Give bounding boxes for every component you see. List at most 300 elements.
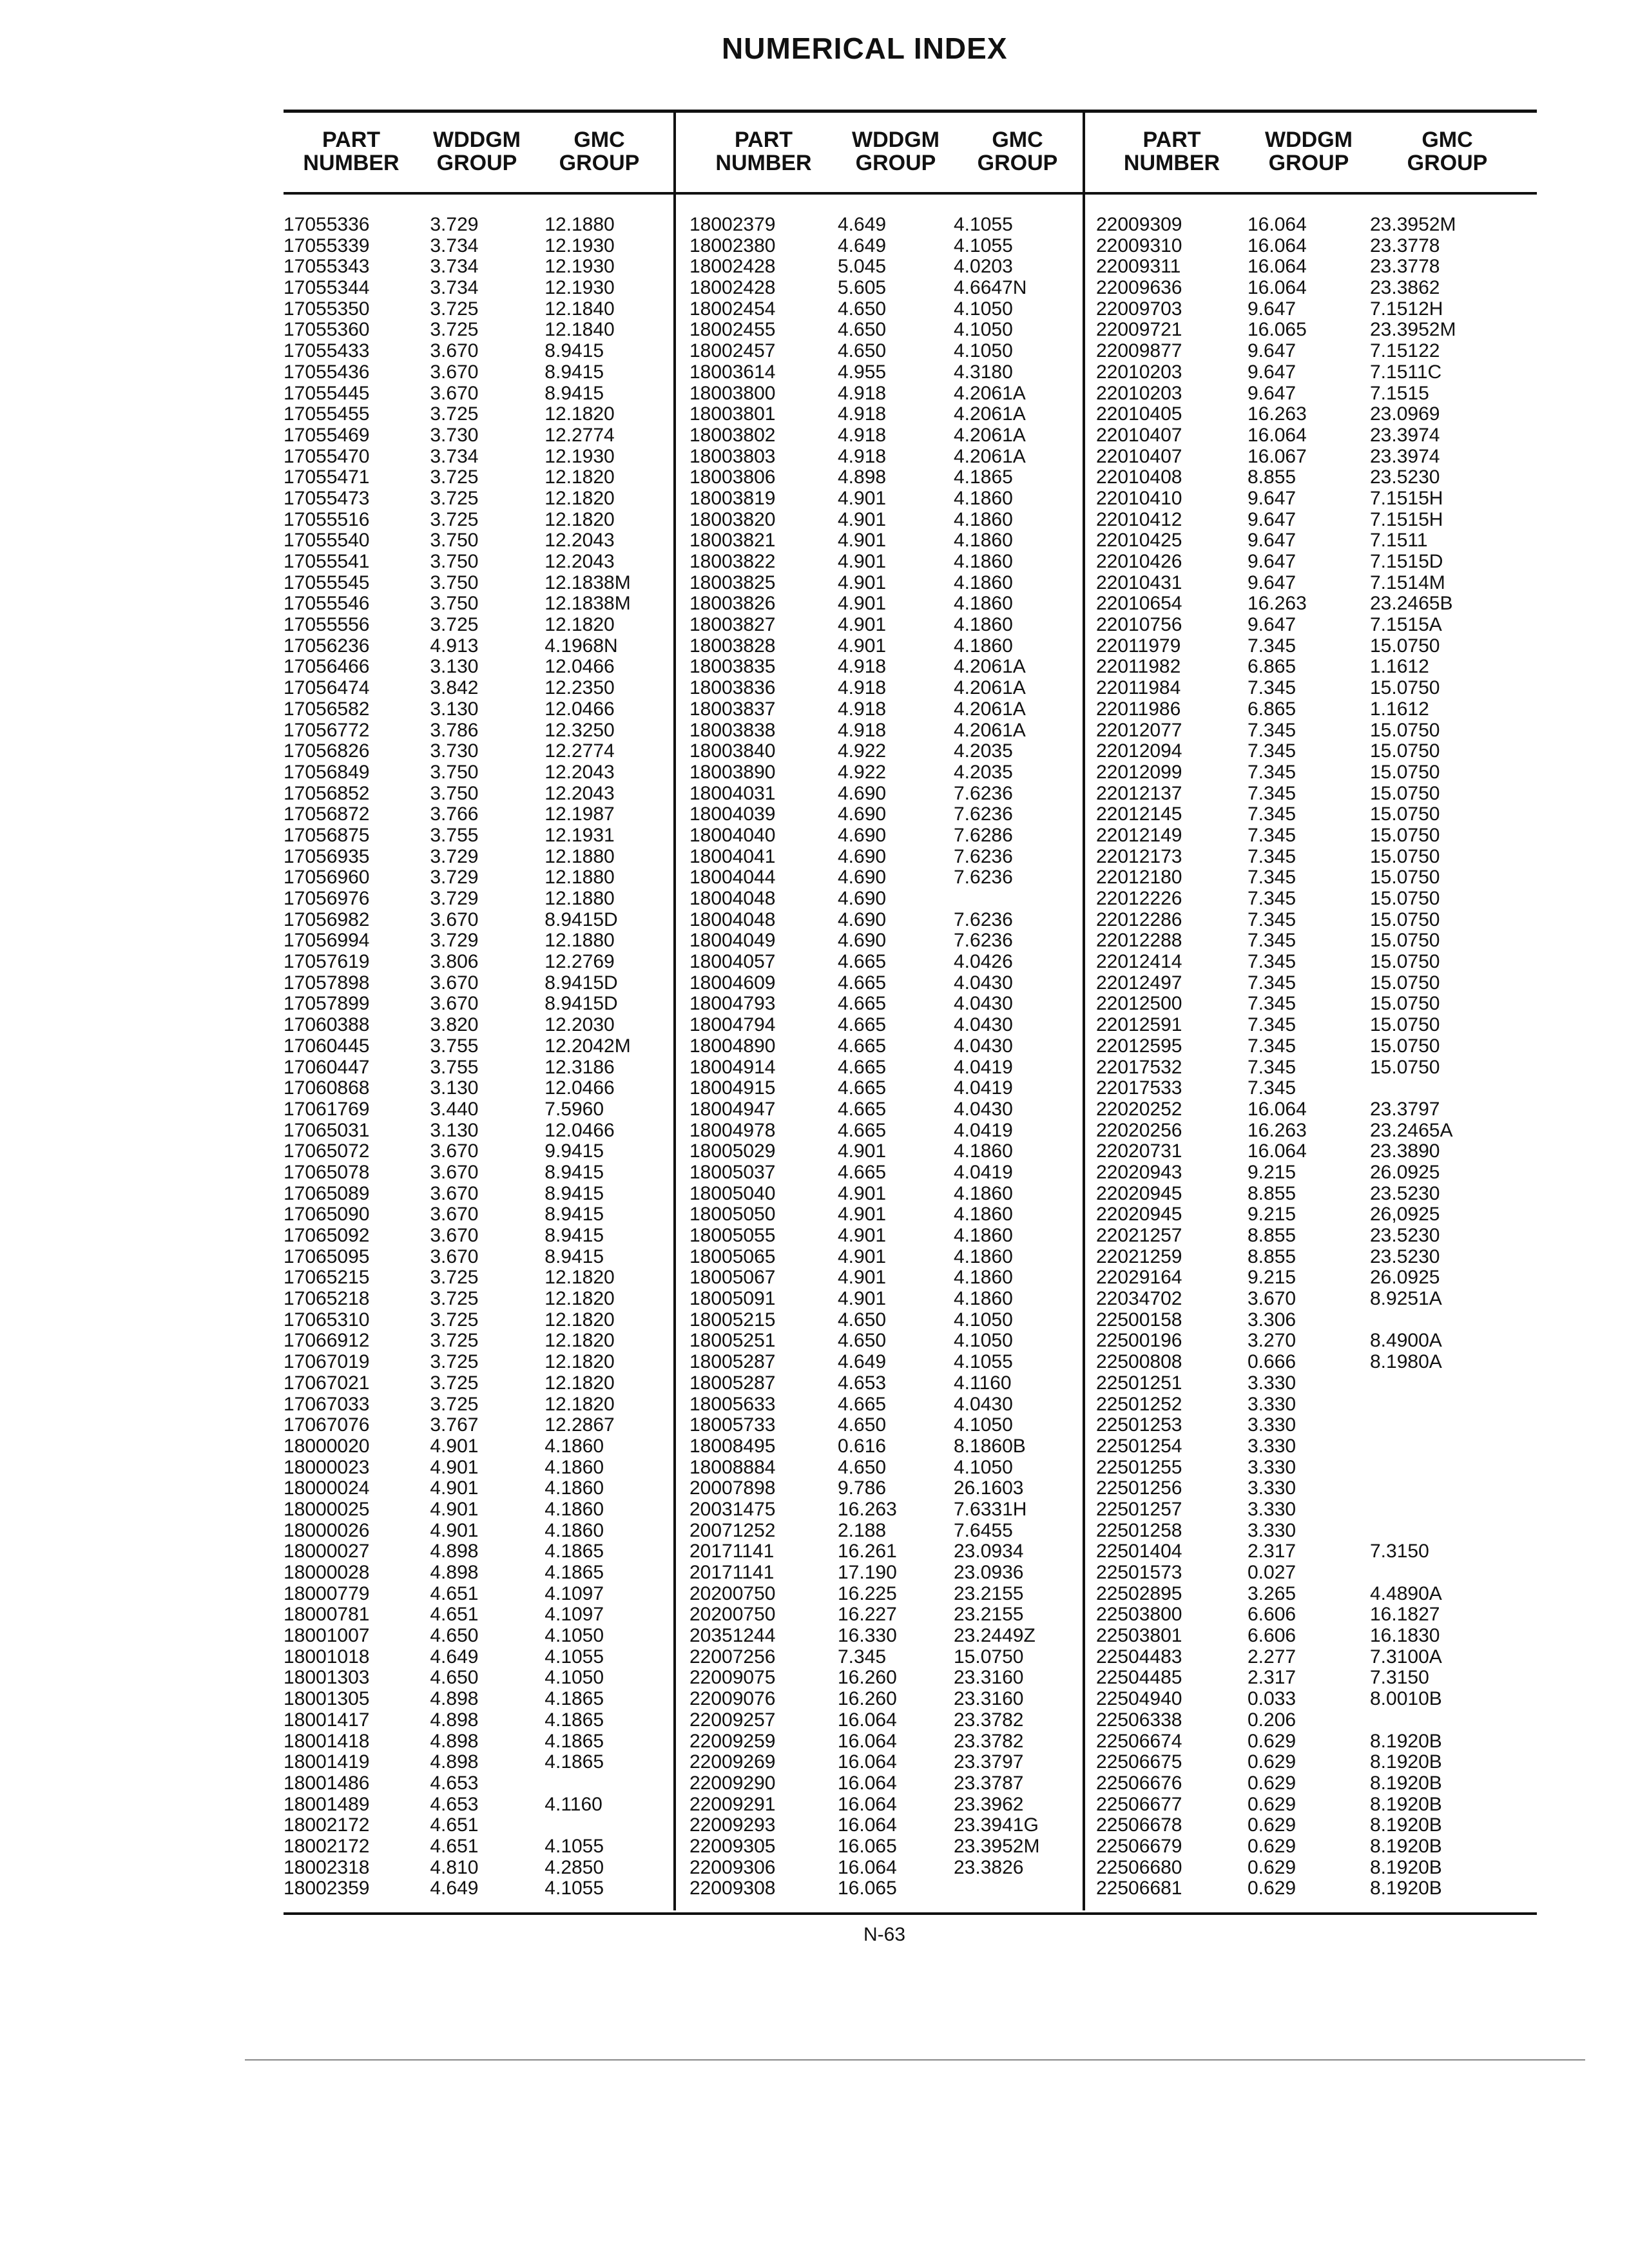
part-number-cell: 22501257 [1096, 1498, 1182, 1520]
gmc-group-cell: 8.1920B [1370, 1835, 1442, 1857]
wddgm-group-cell: 3.725 [430, 1393, 479, 1415]
gmc-group-cell: 23.0936 [954, 1562, 1024, 1583]
table-row [677, 678, 1081, 699]
part-number-cell: 17056994 [284, 930, 370, 952]
gmc-group-cell: 23.2155 [954, 1604, 1024, 1626]
table-row [284, 1584, 672, 1605]
wddgm-group-cell: 0.629 [1248, 1772, 1296, 1794]
wddgm-group-cell: 3.330 [1248, 1456, 1296, 1478]
gmc-group-cell: 4.0430 [954, 1393, 1013, 1415]
wddgm-group-cell: 16.260 [838, 1688, 897, 1710]
table-row [1086, 889, 1537, 910]
gmc-group-cell: 15.0750 [1370, 951, 1440, 973]
wddgm-group-cell: 16.064 [1248, 424, 1307, 446]
part-number-cell: 18005050 [689, 1204, 776, 1225]
gmc-group-cell: 26.0925 [1370, 1267, 1440, 1289]
wddgm-group-cell: 7.345 [1248, 951, 1296, 973]
gmc-group-cell: 23.0934 [954, 1541, 1024, 1562]
wddgm-group-cell: 17.190 [838, 1562, 897, 1583]
table-row [284, 1457, 672, 1479]
gmc-group-cell: 23.3782 [954, 1709, 1024, 1731]
scan-footer-line [245, 2059, 1585, 2061]
wddgm-group-cell: 4.665 [838, 1098, 887, 1120]
table-row [284, 762, 672, 783]
index-column-3 [1086, 113, 1537, 1899]
wddgm-group-cell: 0.629 [1248, 1730, 1296, 1752]
gmc-group-cell: 4.1860 [545, 1456, 604, 1478]
table-row [677, 320, 1081, 341]
gmc-group-cell: 4.1860 [954, 1225, 1013, 1246]
table-row [1086, 215, 1537, 236]
part-number-cell: 22012149 [1096, 824, 1182, 846]
table-row [1086, 952, 1537, 973]
wddgm-group-cell: 3.755 [430, 824, 479, 846]
part-number-cell: 22021257 [1096, 1225, 1182, 1246]
table-row [284, 1099, 672, 1120]
table-row [284, 256, 672, 278]
part-number-cell: 17057899 [284, 993, 370, 1015]
wddgm-group-cell: 4.690 [838, 845, 887, 867]
gmc-group-cell: 7.1515D [1370, 551, 1443, 572]
gmc-group-cell: 4.1968N [545, 635, 618, 657]
table-row [284, 847, 672, 868]
gmc-group-cell: 23.3962 [954, 1793, 1024, 1815]
table-row [677, 1247, 1081, 1268]
gmc-group-cell: 4.1860 [545, 1519, 604, 1541]
wddgm-group-cell: 3.806 [430, 951, 479, 973]
gmc-group-cell: 4.2061A [954, 698, 1026, 720]
table-row [284, 1794, 672, 1816]
gmc-group-cell: 15.0750 [1370, 867, 1440, 889]
part-number-cell: 22009311 [1096, 256, 1181, 278]
wddgm-group-cell: 9.647 [1248, 340, 1296, 362]
part-number-cell: 22011979 [1096, 635, 1181, 657]
part-number-cell: 18004793 [689, 993, 776, 1015]
table-row [284, 1120, 672, 1142]
gmc-group-header: GMC GROUP [1407, 128, 1488, 175]
gmc-group-cell: 12.1930 [545, 256, 615, 278]
part-number-cell: 17056849 [284, 761, 370, 783]
wddgm-group-cell: 4.898 [430, 1751, 479, 1773]
wddgm-group-cell: 4.901 [430, 1456, 479, 1478]
table-row [284, 236, 672, 257]
gmc-group-cell: 12.0466 [545, 1077, 615, 1099]
wddgm-group-cell: 9.647 [1248, 530, 1296, 552]
part-number-cell: 22007256 [689, 1646, 776, 1667]
part-number-cell: 22020943 [1096, 1161, 1182, 1183]
gmc-group-cell: 12.1880 [545, 888, 615, 909]
wddgm-group-cell: 4.665 [838, 1014, 887, 1036]
part-number-cell: 22501404 [1096, 1541, 1182, 1562]
part-number-cell: 22503800 [1096, 1604, 1182, 1626]
gmc-group-cell: 7.6236 [954, 845, 1013, 867]
table-row [677, 1352, 1081, 1373]
wddgm-group-cell: 3.725 [430, 1330, 479, 1352]
gmc-group-cell: 4.1860 [954, 530, 1013, 552]
gmc-group-cell: 4.1050 [545, 1625, 604, 1647]
part-number-cell: 22010203 [1096, 361, 1182, 383]
gmc-group-cell: 12.2043 [545, 761, 615, 783]
table-row [284, 1015, 672, 1036]
gmc-group-cell: 7.6331H [954, 1498, 1027, 1520]
part-number-cell: 18005065 [689, 1245, 776, 1267]
gmc-group-cell: 4.1860 [954, 1140, 1013, 1162]
table-row [677, 1521, 1081, 1542]
table-row [284, 1541, 672, 1562]
wddgm-group-cell: 0.206 [1248, 1709, 1296, 1731]
gmc-group-cell: 4.1050 [545, 1667, 604, 1689]
gmc-group-cell: 23.2465A [1370, 1119, 1453, 1141]
wddgm-group-cell: 9.786 [838, 1477, 887, 1499]
wddgm-group-cell: 3.734 [430, 235, 479, 256]
table-row [677, 615, 1081, 636]
wddgm-group-cell: 16.064 [1248, 214, 1307, 235]
wddgm-group-cell: 9.647 [1248, 572, 1296, 593]
wddgm-group-cell: 4.918 [838, 382, 887, 404]
gmc-group-cell: 8.9415 [545, 1225, 604, 1246]
gmc-group-cell: 23.3941G [954, 1814, 1039, 1836]
part-number-cell: 18005067 [689, 1267, 776, 1289]
gmc-group-cell: 23.5230 [1370, 1182, 1440, 1204]
table-row [677, 657, 1081, 678]
wddgm-group-cell: 4.922 [838, 740, 887, 762]
part-number-cell: 22020945 [1096, 1182, 1182, 1204]
part-number-cell: 22506680 [1096, 1856, 1182, 1878]
part-number-cell: 18000028 [284, 1562, 370, 1583]
table-row [1086, 1499, 1537, 1521]
header-rule [284, 192, 1537, 195]
wddgm-group-cell: 8.855 [1248, 1245, 1296, 1267]
gmc-group-cell: 4.1860 [545, 1498, 604, 1520]
table-row [284, 1331, 672, 1352]
part-number-cell: 18002379 [689, 214, 776, 235]
part-number-cell: 18005055 [689, 1225, 776, 1246]
table-row [284, 573, 672, 594]
gmc-group-cell [1370, 1478, 1525, 1499]
gmc-group-cell: 4.2061A [954, 382, 1026, 404]
wddgm-group-cell: 4.650 [430, 1625, 479, 1647]
part-number-cell: 22020256 [1096, 1119, 1182, 1141]
part-number-cell: 22501254 [1096, 1435, 1182, 1457]
wddgm-group-cell: 4.901 [838, 1245, 887, 1267]
wddgm-group-cell: 4.898 [430, 1688, 479, 1710]
gmc-group-cell [545, 1773, 672, 1794]
gmc-group-cell: 4.0419 [954, 1161, 1013, 1183]
wddgm-group-cell: 16.064 [838, 1793, 897, 1815]
table-row [1086, 341, 1537, 362]
table-row [677, 910, 1081, 931]
wddgm-group-cell: 4.690 [838, 782, 887, 804]
wddgm-group-cell: 3.820 [430, 1014, 479, 1036]
part-number-cell: 17056872 [284, 803, 370, 825]
wddgm-group-cell: 0.033 [1248, 1688, 1296, 1710]
table-row [677, 1331, 1081, 1352]
wddgm-group-cell: 4.690 [838, 930, 887, 952]
gmc-group-cell: 4.2035 [954, 740, 1013, 762]
wddgm-group-cell: 4.665 [838, 1161, 887, 1183]
gmc-group-cell: 8.1920B [1370, 1878, 1442, 1899]
gmc-group-cell: 12.1930 [545, 277, 615, 299]
wddgm-group-cell: 4.665 [838, 1035, 887, 1057]
gmc-group-cell: 4.1860 [954, 1204, 1013, 1225]
part-number-cell: 17055343 [284, 256, 370, 278]
part-number-cell: 18001417 [284, 1709, 370, 1731]
table-row [677, 425, 1081, 447]
table-row [284, 299, 672, 320]
wddgm-group-cell: 7.345 [1248, 635, 1296, 657]
table-row [1086, 1731, 1537, 1753]
wddgm-group-cell: 3.729 [430, 867, 479, 889]
table-row [1086, 530, 1537, 552]
part-number-cell: 22009291 [689, 1793, 776, 1815]
part-number-cell: 17056826 [284, 740, 370, 762]
table-row [1086, 1057, 1537, 1079]
table-row [677, 973, 1081, 994]
gmc-group-cell: 7.3100A [1370, 1646, 1442, 1667]
wddgm-group-cell: 9.647 [1248, 361, 1296, 383]
part-number-cell: 22009259 [689, 1730, 776, 1752]
gmc-group-cell: 15.0750 [1370, 740, 1440, 762]
gmc-group-cell: 1.1612 [1370, 698, 1429, 720]
gmc-group-cell: 7.6236 [954, 867, 1013, 889]
part-number-cell: 17056474 [284, 677, 370, 699]
gmc-group-cell: 7.1512H [1370, 298, 1443, 320]
part-number-cell: 17060868 [284, 1077, 370, 1099]
table-row [1086, 1773, 1537, 1794]
part-number-cell: 22012173 [1096, 845, 1182, 867]
gmc-group-cell: 12.3186 [545, 1056, 615, 1078]
table-row [1086, 615, 1537, 636]
wddgm-group-cell: 4.649 [838, 235, 887, 256]
table-row [677, 930, 1081, 952]
gmc-group-cell: 4.1860 [954, 508, 1013, 530]
part-number-cell: 18003826 [689, 593, 776, 615]
wddgm-group-cell: 0.629 [1248, 1793, 1296, 1815]
table-row [677, 447, 1081, 468]
gmc-group-cell: 23.5230 [1370, 466, 1440, 488]
table-row [284, 1773, 672, 1794]
table-row [1086, 383, 1537, 405]
table-row [677, 278, 1081, 299]
gmc-group-cell: 4.1160 [954, 1372, 1012, 1394]
gmc-group-cell: 15.0750 [1370, 761, 1440, 783]
wddgm-group-cell: 4.665 [838, 972, 887, 994]
gmc-group-cell: 12.2030 [545, 1014, 615, 1036]
wddgm-group-cell: 6.606 [1248, 1604, 1296, 1626]
part-number-cell: 22506676 [1096, 1772, 1182, 1794]
gmc-group-cell: 23.2155 [954, 1582, 1024, 1604]
wddgm-group-cell: 4.898 [430, 1709, 479, 1731]
gmc-group-cell [1370, 1457, 1525, 1479]
table-row [1086, 1394, 1537, 1416]
wddgm-group-cell: 3.670 [430, 1204, 479, 1225]
table-row [677, 699, 1081, 720]
part-number-cell: 18005215 [689, 1309, 776, 1331]
part-number-cell: 18003819 [689, 487, 776, 509]
part-number-cell: 18002172 [284, 1814, 370, 1836]
table-row [677, 573, 1081, 594]
wddgm-group-cell: 2.317 [1248, 1541, 1296, 1562]
part-number-cell: 18004890 [689, 1035, 776, 1057]
table-row [284, 1373, 672, 1394]
table-row [677, 404, 1081, 425]
wddgm-group-cell: 4.901 [838, 1267, 887, 1289]
wddgm-group-cell: 3.725 [430, 298, 479, 320]
gmc-group-cell: 23.3782 [954, 1730, 1024, 1752]
part-number-cell: 22501255 [1096, 1456, 1182, 1478]
wddgm-group-cell: 2.188 [838, 1519, 887, 1541]
table-row [284, 1731, 672, 1753]
wddgm-group-cell: 3.306 [1248, 1309, 1296, 1331]
gmc-group-cell: 15.0750 [954, 1646, 1024, 1667]
part-number-cell: 18005037 [689, 1161, 776, 1183]
table-row [1086, 741, 1537, 762]
part-number-cell: 17056236 [284, 635, 370, 657]
part-number-cell: 18002457 [689, 340, 776, 362]
part-number-cell: 18005029 [689, 1140, 776, 1162]
table-row [1086, 1120, 1537, 1142]
table-row [677, 1162, 1081, 1184]
wddgm-group-cell: 16.261 [838, 1541, 897, 1562]
part-number-cell: 17056466 [284, 656, 370, 678]
part-number-cell: 22009703 [1096, 298, 1182, 320]
table-row [1086, 867, 1537, 889]
wddgm-group-cell: 9.647 [1248, 508, 1296, 530]
part-number-cell: 17056982 [284, 908, 370, 930]
table-row [284, 1815, 672, 1836]
gmc-group-cell: 4.2035 [954, 761, 1013, 783]
part-number-cell: 22506679 [1096, 1835, 1182, 1857]
part-number-cell: 22012137 [1096, 782, 1182, 804]
table-row [284, 1667, 672, 1689]
gmc-group-cell: 16.1830 [1370, 1625, 1440, 1647]
wddgm-group-cell: 4.901 [838, 530, 887, 552]
gmc-group-cell: 12.2043 [545, 530, 615, 552]
part-number-cell: 22010425 [1096, 530, 1182, 552]
wddgm-group-cell: 16.263 [1248, 593, 1307, 615]
part-number-cell: 18005040 [689, 1182, 776, 1204]
gmc-group-cell: 7.6236 [954, 782, 1013, 804]
part-number-cell: 17065218 [284, 1288, 370, 1310]
gmc-group-cell: 23.3797 [954, 1751, 1024, 1773]
column-header [677, 113, 1081, 190]
part-number-cell: 17055336 [284, 214, 370, 235]
table-row [284, 1415, 672, 1436]
part-number-cell: 17055516 [284, 508, 370, 530]
part-number-cell: 18005287 [689, 1372, 776, 1394]
part-number-cell: 17065072 [284, 1140, 370, 1162]
gmc-group-cell: 4.1865 [545, 1562, 604, 1583]
table-row [1086, 1415, 1537, 1436]
wddgm-group-cell: 4.665 [838, 1056, 887, 1078]
part-number-cell: 18004978 [689, 1119, 776, 1141]
table-row [284, 1289, 672, 1310]
table-row [1086, 1436, 1537, 1457]
part-number-cell: 18003820 [689, 508, 776, 530]
wddgm-group-cell: 3.750 [430, 782, 479, 804]
part-number-cell: 18000025 [284, 1498, 370, 1520]
table-row [1086, 1225, 1537, 1247]
part-number-cell: 18008884 [689, 1456, 776, 1478]
table-row [1086, 636, 1537, 657]
table-row [1086, 1267, 1537, 1289]
gmc-group-cell: 12.1820 [545, 487, 615, 509]
table-row [284, 804, 672, 825]
part-number-cell: 22500158 [1096, 1309, 1182, 1331]
part-number-cell: 17055455 [284, 403, 370, 425]
part-number-cell: 18004041 [689, 845, 776, 867]
wddgm-group-cell: 3.750 [430, 551, 479, 572]
gmc-group-cell: 12.1838M [545, 593, 631, 615]
wddgm-group-cell: 4.901 [838, 1225, 887, 1246]
table-row [284, 215, 672, 236]
gmc-group-cell: 4.2061A [954, 445, 1026, 467]
part-number-cell: 22012226 [1096, 888, 1182, 909]
gmc-group-cell: 4.1865 [545, 1730, 604, 1752]
part-number-cell: 18000023 [284, 1456, 370, 1478]
gmc-group-cell: 7.1511 [1370, 530, 1428, 552]
column-header [1086, 113, 1537, 190]
gmc-group-cell: 4.1055 [954, 214, 1013, 235]
gmc-group-cell: 8.9415 [545, 1182, 604, 1204]
table-row [677, 1689, 1081, 1710]
table-row [284, 1878, 672, 1899]
gmc-group-cell: 8.0010B [1370, 1688, 1442, 1710]
part-number-cell: 22011984 [1096, 677, 1181, 699]
gmc-group-cell: 8.1920B [1370, 1793, 1442, 1815]
gmc-group-cell: 9.9415 [545, 1140, 604, 1162]
wddgm-group-cell: 3.670 [430, 1225, 479, 1246]
index-column-2 [677, 113, 1081, 1899]
wddgm-group-cell: 0.629 [1248, 1856, 1296, 1878]
gmc-group-cell: 4.1097 [545, 1582, 604, 1604]
part-number-cell: 22504483 [1096, 1646, 1182, 1667]
wddgm-group-cell: 4.901 [838, 551, 887, 572]
table-row [1086, 1099, 1537, 1120]
table-row [1086, 1667, 1537, 1689]
gmc-group-cell: 4.1860 [954, 1288, 1013, 1310]
gmc-group-cell: 8.9415 [545, 361, 604, 383]
part-number-cell: 22012500 [1096, 993, 1182, 1015]
part-number-cell: 17056582 [284, 698, 370, 720]
wddgm-group-cell: 3.130 [430, 1119, 479, 1141]
gmc-group-cell: 15.0750 [1370, 635, 1440, 657]
wddgm-group-header: WDDGM GROUP [1265, 128, 1353, 175]
part-number-cell: 17055541 [284, 551, 370, 572]
wddgm-group-cell: 3.725 [430, 487, 479, 509]
wddgm-group-cell: 16.263 [838, 1498, 897, 1520]
table-row [284, 1858, 672, 1879]
table-row [1086, 1815, 1537, 1836]
table-row [284, 867, 672, 889]
gmc-group-cell: 12.1820 [545, 1351, 615, 1373]
gmc-group-cell: 4.0419 [954, 1077, 1013, 1099]
gmc-group-cell: 4.1050 [954, 1414, 1013, 1436]
part-number-cell: 22501573 [1096, 1562, 1182, 1583]
wddgm-group-cell: 0.629 [1248, 1814, 1296, 1836]
wddgm-group-cell: 3.265 [1248, 1582, 1296, 1604]
table-row [1086, 994, 1537, 1015]
wddgm-group-cell: 3.725 [430, 1372, 479, 1394]
gmc-group-cell: 12.0466 [545, 656, 615, 678]
wddgm-group-cell: 4.651 [430, 1814, 479, 1836]
wddgm-group-cell: 4.649 [430, 1878, 479, 1899]
gmc-group-cell: 4.0430 [954, 993, 1013, 1015]
table-row [1086, 762, 1537, 783]
gmc-group-cell: 4.2061A [954, 677, 1026, 699]
wddgm-group-cell: 3.725 [430, 508, 479, 530]
gmc-group-cell: 23.3952M [1370, 319, 1456, 341]
